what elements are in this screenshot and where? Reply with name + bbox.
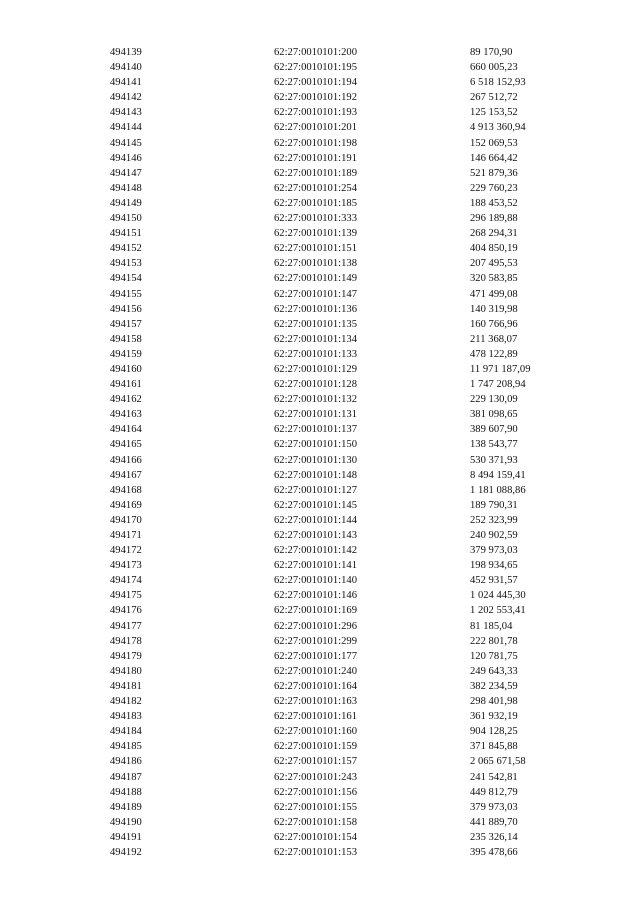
cadastral-number-cell: 62:27:0010101:130 [274, 454, 357, 466]
value-cell: 660 005,23 [470, 62, 518, 74]
value-cell: 449 812,79 [470, 786, 518, 798]
row-number-cell: 494154 [110, 273, 142, 285]
cadastral-number-cell: 62:27:0010101:333 [274, 213, 357, 225]
cadastral-number-cell: 62:27:0010101:189 [274, 167, 357, 179]
table-row [110, 830, 580, 845]
cadastral-number-cell: 62:27:0010101:131 [274, 409, 357, 421]
cadastral-number-cell: 62:27:0010101:193 [274, 107, 357, 119]
cadastral-number-cell: 62:27:0010101:146 [274, 590, 357, 602]
value-cell: 371 845,88 [470, 741, 518, 753]
cadastral-number-cell: 62:27:0010101:136 [274, 303, 357, 315]
value-cell: 298 401,98 [470, 696, 518, 708]
cadastral-number-cell: 62:27:0010101:141 [274, 560, 357, 572]
row-number-cell: 494175 [110, 590, 142, 602]
row-number-cell: 494157 [110, 318, 142, 330]
row-number-cell: 494151 [110, 228, 142, 240]
table-row [110, 845, 580, 860]
table-row [110, 392, 580, 407]
value-cell: 211 368,07 [470, 333, 518, 345]
row-number-cell: 494170 [110, 514, 142, 526]
table-row [110, 453, 580, 468]
cadastral-number-cell: 62:27:0010101:192 [274, 92, 357, 104]
value-cell: 379 973,03 [470, 801, 518, 813]
cadastral-number-cell: 62:27:0010101:159 [274, 741, 357, 753]
table-row [110, 377, 580, 392]
cadastral-number-cell: 62:27:0010101:185 [274, 197, 357, 209]
row-number-cell: 494184 [110, 726, 142, 738]
table-row [110, 241, 580, 256]
table-row [110, 105, 580, 120]
value-cell: 452 931,57 [470, 575, 518, 587]
cadastral-number-cell: 62:27:0010101:164 [274, 680, 357, 692]
value-cell: 382 234,59 [470, 680, 518, 692]
data-table [110, 45, 580, 860]
row-number-cell: 494161 [110, 379, 142, 391]
table-row [110, 679, 580, 694]
value-cell: 379 973,03 [470, 545, 518, 557]
row-number-cell: 494181 [110, 680, 142, 692]
table-row [110, 800, 580, 815]
table-row [110, 770, 580, 785]
row-number-cell: 494186 [110, 756, 142, 768]
table-row [110, 588, 580, 603]
cadastral-number-cell: 62:27:0010101:137 [274, 424, 357, 436]
table-row [110, 709, 580, 724]
row-number-cell: 494180 [110, 665, 142, 677]
cadastral-number-cell: 62:27:0010101:243 [274, 771, 357, 783]
row-number-cell: 494187 [110, 771, 142, 783]
cadastral-number-cell: 62:27:0010101:147 [274, 288, 357, 300]
table-row [110, 785, 580, 800]
table-row [110, 60, 580, 75]
row-number-cell: 494171 [110, 530, 142, 541]
value-cell: 240 902,59 [470, 530, 518, 541]
row-number-cell: 494156 [110, 303, 142, 315]
table-row [110, 649, 580, 664]
table-row [110, 317, 580, 332]
row-number-cell: 494145 [110, 137, 142, 149]
row-number-cell: 494174 [110, 575, 142, 587]
table-row [110, 603, 580, 618]
cadastral-number-cell: 62:27:0010101:143 [274, 530, 357, 541]
row-number-cell: 494143 [110, 107, 142, 119]
value-cell: 81 185,04 [470, 620, 513, 632]
value-cell: 1 024 445,30 [470, 590, 526, 602]
value-cell: 235 326,14 [470, 831, 518, 843]
value-cell: 160 766,96 [470, 318, 518, 330]
row-number-cell: 494152 [110, 243, 142, 255]
table-row [110, 332, 580, 347]
value-cell: 1 202 553,41 [470, 605, 526, 617]
value-cell: 404 850,19 [470, 243, 518, 255]
value-cell: 138 543,77 [470, 439, 518, 451]
cadastral-number-cell: 62:27:0010101:151 [274, 243, 357, 255]
value-cell: 11 971 187,09 [470, 363, 531, 375]
cadastral-number-cell: 62:27:0010101:129 [274, 363, 357, 375]
cadastral-number-cell: 62:27:0010101:154 [274, 831, 357, 843]
row-number-cell: 494173 [110, 560, 142, 572]
value-cell: 241 542,81 [470, 771, 518, 783]
table-row [110, 634, 580, 649]
row-number-cell: 494167 [110, 469, 142, 481]
table-row [110, 256, 580, 271]
cadastral-number-cell: 62:27:0010101:138 [274, 258, 357, 270]
table-row [110, 619, 580, 634]
value-cell: 471 499,08 [470, 288, 518, 300]
row-number-cell: 494165 [110, 439, 142, 451]
row-number-cell: 494179 [110, 650, 142, 662]
value-cell: 222 801,78 [470, 635, 518, 647]
table-row [110, 739, 580, 754]
row-number-cell: 494155 [110, 288, 142, 300]
value-cell: 198 934,65 [470, 560, 518, 572]
value-cell: 140 319,98 [470, 303, 518, 315]
table-row [110, 90, 580, 105]
cadastral-number-cell: 62:27:0010101:128 [274, 379, 357, 391]
row-number-cell: 494139 [110, 47, 142, 58]
table-row [110, 75, 580, 90]
cadastral-number-cell: 62:27:0010101:135 [274, 318, 357, 330]
row-number-cell: 494188 [110, 786, 142, 798]
table-row [110, 498, 580, 513]
cadastral-number-cell: 62:27:0010101:161 [274, 711, 357, 723]
table-row [110, 513, 580, 528]
row-number-cell: 494144 [110, 122, 142, 134]
cadastral-number-cell: 62:27:0010101:153 [274, 846, 357, 858]
cadastral-number-cell: 62:27:0010101:299 [274, 635, 357, 647]
value-cell: 2 065 671,58 [470, 756, 526, 768]
row-number-cell: 494146 [110, 152, 142, 164]
row-number-cell: 494149 [110, 197, 142, 209]
table-row [110, 437, 580, 452]
table-row [110, 271, 580, 286]
cadastral-number-cell: 62:27:0010101:140 [274, 575, 357, 587]
value-cell: 188 453,52 [470, 197, 518, 209]
value-cell: 530 371,93 [470, 454, 518, 466]
row-number-cell: 494182 [110, 696, 142, 708]
row-number-cell: 494141 [110, 77, 142, 89]
cadastral-number-cell: 62:27:0010101:177 [274, 650, 357, 662]
table-row [110, 724, 580, 739]
value-cell: 1 181 088,86 [470, 484, 526, 496]
value-cell: 478 122,89 [470, 348, 518, 360]
row-number-cell: 494192 [110, 846, 142, 858]
cadastral-number-cell: 62:27:0010101:194 [274, 77, 357, 89]
table-row [110, 407, 580, 422]
table-row [110, 302, 580, 317]
cadastral-number-cell: 62:27:0010101:155 [274, 801, 357, 813]
value-cell: 4 913 360,94 [470, 122, 526, 134]
row-number-cell: 494164 [110, 424, 142, 436]
cadastral-number-cell: 62:27:0010101:160 [274, 726, 357, 738]
value-cell: 521 879,36 [470, 167, 518, 179]
table-row [110, 287, 580, 302]
row-number-cell: 494163 [110, 409, 142, 421]
value-cell: 389 607,90 [470, 424, 518, 436]
value-cell: 252 323,99 [470, 514, 518, 526]
cadastral-number-cell: 62:27:0010101:200 [274, 47, 357, 58]
row-number-cell: 494183 [110, 711, 142, 723]
cadastral-number-cell: 62:27:0010101:156 [274, 786, 357, 798]
table-row [110, 664, 580, 679]
value-cell: 268 294,31 [470, 228, 518, 240]
row-number-cell: 494176 [110, 605, 142, 617]
row-number-cell: 494142 [110, 92, 142, 104]
table-row [110, 136, 580, 151]
value-cell: 395 478,66 [470, 846, 518, 858]
row-number-cell: 494160 [110, 363, 142, 375]
cadastral-number-cell: 62:27:0010101:149 [274, 273, 357, 285]
row-number-cell: 494140 [110, 62, 142, 74]
cadastral-number-cell: 62:27:0010101:296 [274, 620, 357, 632]
value-cell: 441 889,70 [470, 816, 518, 828]
value-cell: 229 130,09 [470, 394, 518, 406]
value-cell: 904 128,25 [470, 726, 518, 738]
table-row [110, 347, 580, 362]
table-row [110, 558, 580, 573]
table-row [110, 151, 580, 166]
cadastral-number-cell: 62:27:0010101:142 [274, 545, 357, 557]
table-row [110, 196, 580, 211]
row-number-cell: 494150 [110, 213, 142, 225]
row-number-cell: 494147 [110, 167, 142, 179]
row-number-cell: 494168 [110, 484, 142, 496]
value-cell: 146 664,42 [470, 152, 518, 164]
value-cell: 8 494 159,41 [470, 469, 526, 481]
row-number-cell: 494191 [110, 831, 142, 843]
cadastral-number-cell: 62:27:0010101:145 [274, 499, 357, 511]
value-cell: 267 512,72 [470, 92, 518, 104]
value-cell: 296 189,88 [470, 213, 518, 225]
value-cell: 229 760,23 [470, 182, 518, 194]
cadastral-number-cell: 62:27:0010101:195 [274, 62, 357, 74]
table-row [110, 468, 580, 483]
table-row [110, 573, 580, 588]
row-number-cell: 494189 [110, 801, 142, 813]
row-number-cell: 494148 [110, 182, 142, 194]
row-number-cell: 494178 [110, 635, 142, 647]
cadastral-number-cell: 62:27:0010101:132 [274, 394, 357, 406]
row-number-cell: 494166 [110, 454, 142, 466]
row-number-cell: 494158 [110, 333, 142, 345]
cadastral-number-cell: 62:27:0010101:150 [274, 439, 357, 451]
cadastral-number-cell: 62:27:0010101:133 [274, 348, 357, 360]
cadastral-number-cell: 62:27:0010101:158 [274, 816, 357, 828]
value-cell: 320 583,85 [470, 273, 518, 285]
value-cell: 207 495,53 [470, 258, 518, 270]
row-number-cell: 494177 [110, 620, 142, 632]
table-row [110, 181, 580, 196]
table-row [110, 543, 580, 558]
value-cell: 125 153,52 [470, 107, 518, 119]
value-cell: 1 747 208,94 [470, 379, 526, 391]
cadastral-number-cell: 62:27:0010101:201 [274, 122, 357, 134]
row-number-cell: 494185 [110, 741, 142, 753]
cadastral-number-cell: 62:27:0010101:157 [274, 756, 357, 768]
table-row [110, 362, 580, 377]
table-row [110, 528, 580, 543]
row-number-cell: 494169 [110, 499, 142, 511]
cadastral-number-cell: 62:27:0010101:240 [274, 665, 357, 677]
value-cell: 89 170,90 [470, 47, 513, 58]
cadastral-number-cell: 62:27:0010101:134 [274, 333, 357, 345]
cadastral-number-cell: 62:27:0010101:139 [274, 228, 357, 240]
value-cell: 189 790,31 [470, 499, 518, 511]
cadastral-number-cell: 62:27:0010101:198 [274, 137, 357, 149]
table-row [110, 45, 580, 60]
cadastral-number-cell: 62:27:0010101:191 [274, 152, 357, 164]
table-row [110, 226, 580, 241]
cadastral-number-cell: 62:27:0010101:148 [274, 469, 357, 481]
cadastral-number-cell: 62:27:0010101:163 [274, 696, 357, 708]
table-row [110, 211, 580, 226]
cadastral-number-cell: 62:27:0010101:144 [274, 514, 357, 526]
table-row [110, 483, 580, 498]
table-row [110, 166, 580, 181]
row-number-cell: 494190 [110, 816, 142, 828]
table-row [110, 815, 580, 830]
value-cell: 152 069,53 [470, 137, 518, 149]
table-row [110, 754, 580, 769]
table-row [110, 422, 580, 437]
table-row [110, 694, 580, 709]
row-number-cell: 494153 [110, 258, 142, 270]
cadastral-number-cell: 62:27:0010101:127 [274, 484, 357, 496]
value-cell: 361 932,19 [470, 711, 518, 723]
row-number-cell: 494159 [110, 348, 142, 360]
value-cell: 120 781,75 [470, 650, 518, 662]
row-number-cell: 494162 [110, 394, 142, 406]
value-cell: 249 643,33 [470, 665, 518, 677]
value-cell: 6 518 152,93 [470, 77, 526, 89]
value-cell: 381 098,65 [470, 409, 518, 421]
cadastral-number-cell: 62:27:0010101:169 [274, 605, 357, 617]
table-row [110, 120, 580, 135]
cadastral-number-cell: 62:27:0010101:254 [274, 182, 357, 194]
row-number-cell: 494172 [110, 545, 142, 557]
